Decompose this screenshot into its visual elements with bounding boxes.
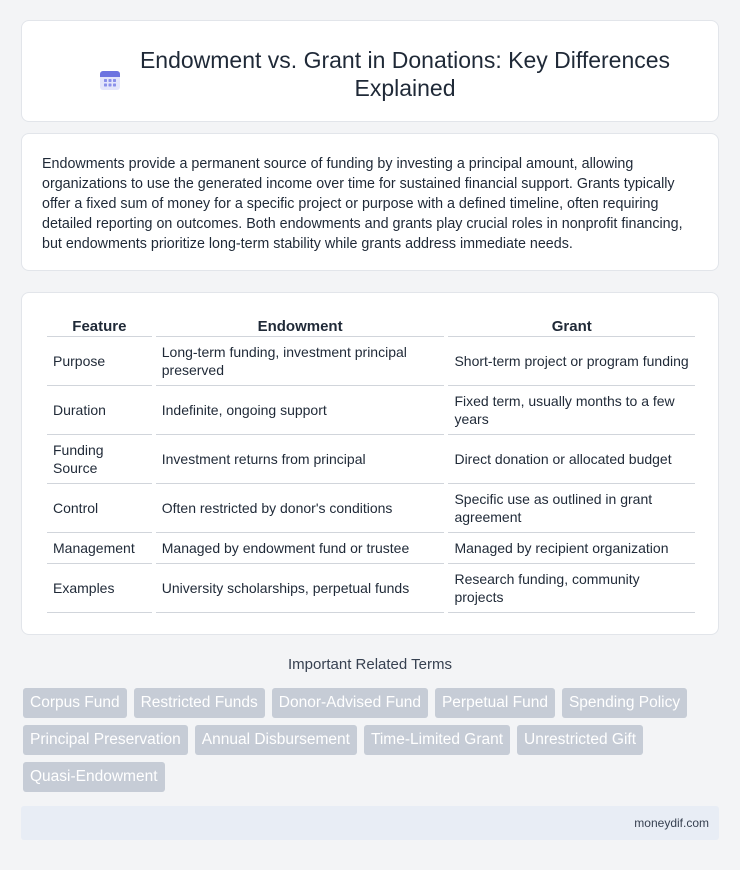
endowment-cell: University scholarships, perpetual funds xyxy=(156,564,445,613)
table-row xyxy=(47,435,695,484)
feature-cell: Examples xyxy=(47,564,152,613)
feature-cell: Purpose xyxy=(47,337,152,386)
column-header-feature: Feature xyxy=(47,316,152,337)
grant-cell: Research funding, community projects xyxy=(448,564,695,613)
term-tag-quasi-endowment[interactable]: Quasi-Endowment xyxy=(23,762,165,792)
comparison-table-card xyxy=(21,292,719,635)
term-tag-corpus-fund[interactable]: Corpus Fund xyxy=(23,688,127,718)
feature-cell: Control xyxy=(47,484,152,533)
table-row xyxy=(47,533,695,564)
summary-card xyxy=(21,133,719,271)
term-tag-donor-advised-fund[interactable]: Donor-Advised Fund xyxy=(272,688,428,718)
title-card xyxy=(21,20,719,122)
feature-cell: Duration xyxy=(47,386,152,435)
term-tag-unrestricted-gift[interactable]: Unrestricted Gift xyxy=(517,725,643,755)
endowment-cell: Investment returns from principal xyxy=(156,435,445,484)
footer-site-name[interactable]: moneydif.com xyxy=(634,816,709,830)
page-title: Endowment vs. Grant in Donations: Key Differences Explained xyxy=(139,47,671,101)
calendar-icon xyxy=(98,68,122,92)
table-header-row xyxy=(47,316,695,337)
term-tag-annual-disbursement[interactable]: Annual Disbursement xyxy=(195,725,357,755)
related-terms-list xyxy=(23,688,723,792)
feature-cell: Management xyxy=(47,533,152,564)
summary-paragraph: Endowments provide a permanent source of funding by investing a principal amount, allowing organizations to use the generated income over time for sustained financial support. Grants typically offer a fixed sum of money for a specific project or purpose with a defined timeline, often requiring detailed reporting on outcomes. Both endowments and grants play crucial roles in nonprofit financing, but endowments prioritize long-term stability while grants address immediate needs. xyxy=(42,156,683,252)
comparison-table xyxy=(43,316,699,613)
table-row xyxy=(47,564,695,613)
grant-cell: Short-term project or program funding xyxy=(448,337,695,386)
table-row xyxy=(47,337,695,386)
endowment-cell: Managed by endowment fund or trustee xyxy=(156,533,445,564)
endowment-cell: Often restricted by donor's conditions xyxy=(156,484,445,533)
term-tag-spending-policy[interactable]: Spending Policy xyxy=(562,688,687,718)
table-row xyxy=(47,386,695,435)
grant-cell: Direct donation or allocated budget xyxy=(448,435,695,484)
grant-cell: Specific use as outlined in grant agreement xyxy=(448,484,695,533)
endowment-cell: Long-term funding, investment principal preserved xyxy=(156,337,445,386)
term-tag-restricted-funds[interactable]: Restricted Funds xyxy=(134,688,265,718)
term-tag-time-limited-grant[interactable]: Time-Limited Grant xyxy=(364,725,510,755)
column-header-grant: Grant xyxy=(448,316,695,337)
grant-cell: Managed by recipient organization xyxy=(448,533,695,564)
term-tag-principal-preservation[interactable]: Principal Preservation xyxy=(23,725,188,755)
column-header-endowment: Endowment xyxy=(156,316,445,337)
grant-cell: Fixed term, usually months to a few years xyxy=(448,386,695,435)
endowment-cell: Indefinite, ongoing support xyxy=(156,386,445,435)
related-terms-heading: Important Related Terms xyxy=(288,656,452,673)
feature-cell: Funding Source xyxy=(47,435,152,484)
table-row xyxy=(47,484,695,533)
footer xyxy=(21,806,719,840)
term-tag-perpetual-fund[interactable]: Perpetual Fund xyxy=(435,688,555,718)
